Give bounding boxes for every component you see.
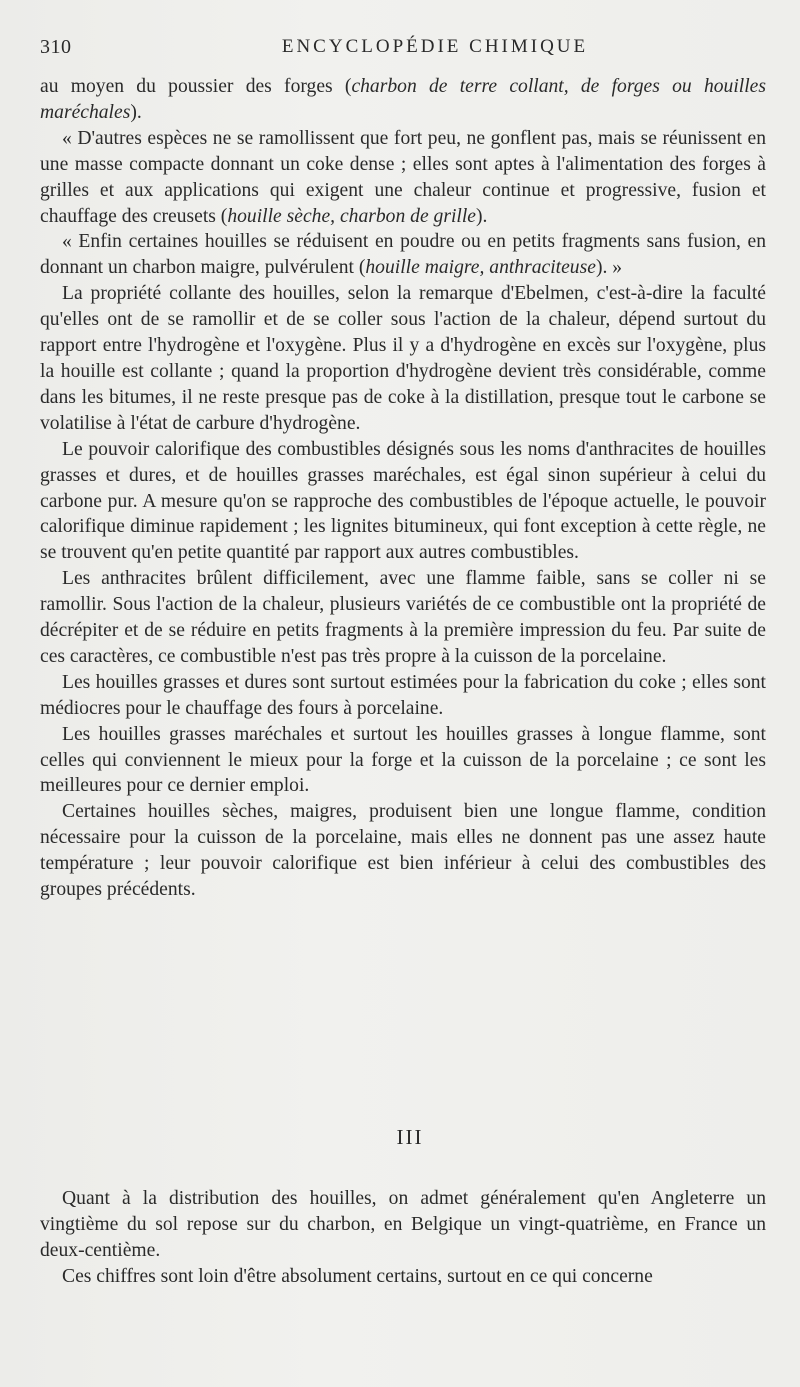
paragraph <box>40 566 766 670</box>
text-segment: au moyen du poussier des forges ( <box>40 76 352 97</box>
paragraph <box>40 437 766 567</box>
section-text <box>40 1186 766 1290</box>
text-segment: Les anthracites brûlent difficilement, avec une flamme faible, sans se coller ni se ramollir. Sous l'action de la chaleur, plusieurs variétés de ce combustible ont la propriété de décrépiter et de se réduire en petits fragments à la première impression du feu. Par suite de ces caractères, ce combustible n'est pas très propre à la cuisson de la porcelaine. <box>40 568 766 667</box>
paragraph <box>40 670 766 722</box>
italic-segment: houille sèche, charbon de grille <box>227 205 477 227</box>
italic-segment: houille maigre, anthraciteuse <box>365 257 596 279</box>
paragraph: Quant à la distribution des houilles, on admet généralement qu'en Angleterre un vingtième du sol repose sur du charbon, en Belgique un vingt-quatrième, en France un deux-centième. <box>40 1188 766 1261</box>
running-title: ENCYCLOPÉDIE CHIMIQUE <box>281 36 589 57</box>
paragraph <box>40 722 766 800</box>
text-segment: Les houilles grasses et dures sont surtout estimées pour la fabrication du coke ; elles sont médiocres pour le chauffage des fours à porcelaine. <box>40 671 766 719</box>
text-segment: Certaines houilles sèches, maigres, produisent bien une longue flamme, condition nécessaire pour la cuisson de la porcelaine, mais elles ne donnent pas une assez haute température ; leur pouvoir calorifique est bien inférieur à celui des combustibles des groupes précédents. <box>40 801 766 901</box>
paragraph <box>40 799 766 903</box>
paragraph <box>40 74 766 126</box>
text-segment: ). » <box>595 257 623 279</box>
text-segment: « Enfin certaines houilles se réduisent en poudre ou en petits fragments sans fusion, en donnant un charbon maigre, pulvérulent ( <box>40 231 766 279</box>
text-segment: ). <box>130 101 142 123</box>
page-number: 310 <box>40 36 72 58</box>
paragraph <box>40 229 766 281</box>
text-segment: « D'autres espèces ne se ramollissent que fort peu, ne gonflent pas, mais se réunissent en une masse compacte donnant un coke dense ; elles sont aptes à l'alimentation des forges à grilles et aux applications qui exigent une chaleur continue et progressive, fusion et chauffage des creusets ( <box>40 127 766 227</box>
text-segment: Les houilles grasses maréchales et surtout les houilles grasses à longue flamme, sont celles qui conviennent le mieux pour la forge et la cuisson de la porcelaine ; ce sont les meilleures pour ce dernier emploi. <box>40 723 766 797</box>
italic-segment: charbon de terre collant, de forges ou houilles maréchales <box>40 76 766 123</box>
text-segment: La propriété collante des houilles, selon la remarque d'Ebelmen, c'est-à-dire la faculté qu'elles ont de se ramollir et de se coller sous l'action de la chaleur, dépend surtout du rapport entre l'hydrogène et l'oxygène. Plus il y a d'hydrogène en excès sur l'oxygène, plus la houille est collante ; quand la proportion d'hydrogène devient très considérable, comme dans les bitumes, il ne reste presque pas de coke à la distillation, presque tout le carbone se volatilise à l'état de carbure d'hydrogène. <box>40 283 766 434</box>
section-heading: III <box>396 1125 424 1149</box>
text-segment: Le pouvoir calorifique des combustibles désignés sous les noms d'anthracites de houilles grasses et dures, et de houilles grasses maréchales, est égal sinon supérieur à celui du carbone pur. A mesure qu'on se rapproche des combustibles de l'époque actuelle, le pouvoir calorifique diminue rapidement ; les lignites bitumineux, qui font exception à cette règle, ne se trouvent qu'en petite quantité par rapport aux autres combustibles. <box>40 438 766 564</box>
body-text <box>40 74 766 903</box>
paragraph <box>40 126 766 230</box>
paragraph <box>40 281 766 436</box>
paragraph: Ces chiffres sont loin d'être absolument certains, surtout en ce qui concerne <box>62 1265 653 1287</box>
page-header <box>40 36 770 66</box>
text-segment: ). <box>476 205 488 227</box>
